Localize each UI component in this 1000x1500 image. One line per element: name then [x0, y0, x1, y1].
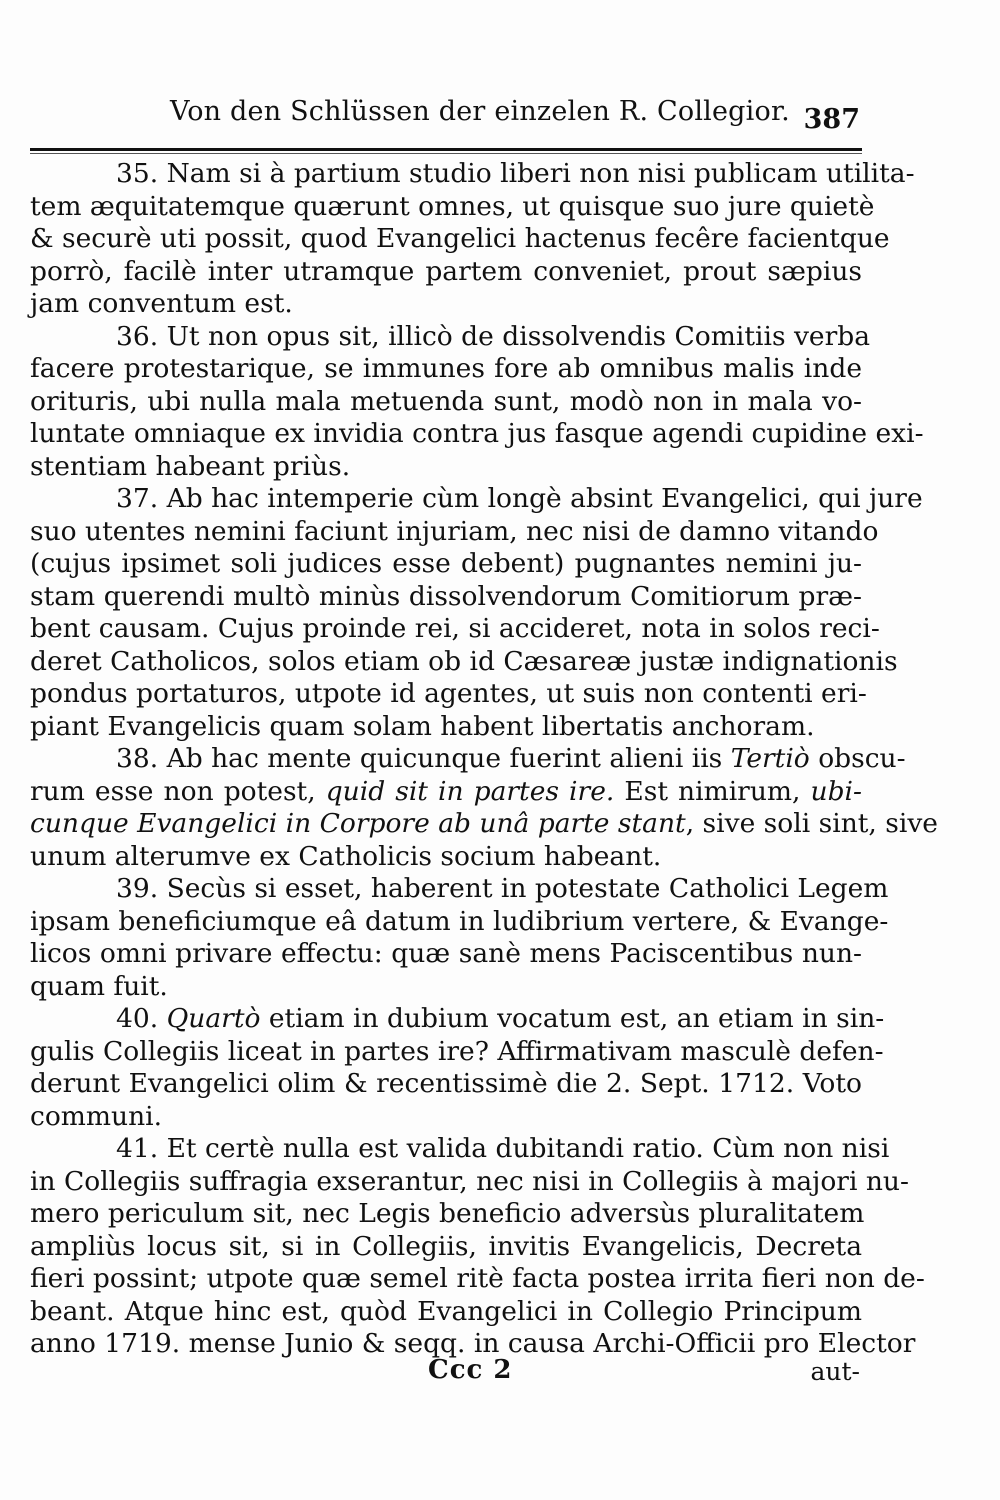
paragraph — [30, 873, 889, 1003]
text-line: luntate omniaque ex invidia contra jus fasque agendi cupidine exi- — [30, 418, 924, 449]
text-line: anno 1719. mense Junio & seqq. in causa Archi-Officii pro Elector — [30, 1328, 916, 1359]
text-line: 38. Ab hac mente quicunque fuerint alieni iis Tertiò obscu- — [116, 743, 906, 774]
text-line: gulis Collegiis liceat in partes ire? Affirmativam masculè defen- — [30, 1035, 884, 1067]
page-header — [30, 96, 860, 136]
text-line: (cujus ipsimet soli judices esse debent) pugnantes nemini ju- — [30, 548, 862, 579]
text-line: 39. Secùs si esset, haberent in potestate Catholici Legem — [116, 873, 889, 904]
text-line: beant. Atque hinc est, quòd Evangelici in Collegio Principum — [30, 1295, 862, 1327]
paragraph — [30, 483, 923, 743]
page-number: 387 — [803, 104, 860, 135]
text-line: pondus portaturos, utpote id agentes, ut suis non contenti eri- — [30, 678, 867, 709]
text-line: 41. Et certè nulla est valida dubitandi ratio. Cùm non nisi — [116, 1133, 890, 1164]
catchword: aut- — [810, 1357, 860, 1386]
signature-mark: Ccc 2 — [428, 1355, 513, 1385]
text-line: piant Evangelicis quam solam habent libertatis anchoram. — [30, 710, 815, 742]
text-line: facere protestarique, se immunes fore ab omnibus malis inde — [30, 353, 862, 384]
text-line: 37. Ab hac intemperie cùm longè absint Evangelici, qui jure — [116, 483, 923, 514]
text-line: & securè uti possit, quod Evangelici hactenus fecêre facientque — [30, 223, 890, 254]
text-line: 35. Nam si à partium studio liberi non nisi publicam utilita- — [116, 158, 915, 189]
text-line: jam conventum est. — [30, 288, 293, 319]
paragraph — [30, 1003, 885, 1133]
paragraph — [30, 1133, 925, 1361]
text-line: ampliùs locus sit, si in Collegiis, invitis Evangelicis, Decreta — [30, 1230, 862, 1262]
text-line: quam fuit. — [30, 970, 168, 1002]
text-line: 40. Quartò etiam in dubium vocatum est, an etiam in sin- — [116, 1003, 885, 1034]
text-line: cunque Evangelici in Corpore ab unâ parte stant, sive soli sint, sive — [30, 808, 938, 839]
body-text — [30, 158, 938, 1361]
text-line: porrò, facilè inter utramque partem conveniet, prout sæpius — [30, 255, 862, 287]
text-line: ipsam beneficiumque eâ datum in ludibrium vertere, & Evange- — [30, 905, 889, 937]
paragraph — [30, 743, 938, 873]
text-line: unum alterumve ex Catholicis socium habeant. — [30, 840, 662, 872]
paragraph — [30, 320, 924, 484]
header-rule-thin — [30, 153, 862, 154]
paragraph — [30, 158, 915, 321]
text-line: orituris, ubi nulla mala metuenda sunt, modò non in mala vo- — [30, 385, 862, 417]
text-line: 36. Ut non opus sit, illicò de dissolvendis Comitiis verba — [116, 320, 871, 352]
text-line: in Collegiis suffragia exserantur, nec nisi in Collegiis à majori nu- — [30, 1165, 909, 1197]
running-head: Von den Schlüssen der einzelen R. Collegior. — [170, 96, 790, 127]
text-line: fieri possint; utpote quæ semel ritè facta postea irrita fieri non de- — [30, 1263, 925, 1294]
text-line: communi. — [30, 1100, 163, 1132]
header-rule — [30, 148, 862, 151]
text-line: stam querendi multò minùs dissolvendorum Comitiorum præ- — [30, 580, 862, 612]
text-line: suo utentes nemini faciunt injuriam, nec nisi de damno vitando — [30, 515, 879, 547]
text-line: derunt Evangelici olim & recentissimè die 2. Sept. 1712. Voto — [30, 1068, 862, 1099]
text-line: tem æquitatemque quærunt omnes, ut quisque suo jure quietè — [30, 190, 875, 222]
text-line: deret Catholicos, solos etiam ob id Cæsareæ justæ indignationis — [30, 645, 898, 677]
text-line: stentiam habeant priùs. — [30, 450, 351, 482]
text-line: mero periculum sit, nec Legis beneficio adversùs pluralitatem — [30, 1198, 865, 1229]
text-line: rum esse non potest, quid sit in partes ire. Est nimirum, ubi- — [30, 775, 862, 807]
text-line: licos omni privare effectu: quæ sanè mens Paciscentibus nun- — [30, 938, 862, 969]
text-line: bent causam. Cujus proinde rei, si accideret, nota in solos reci- — [30, 613, 880, 644]
